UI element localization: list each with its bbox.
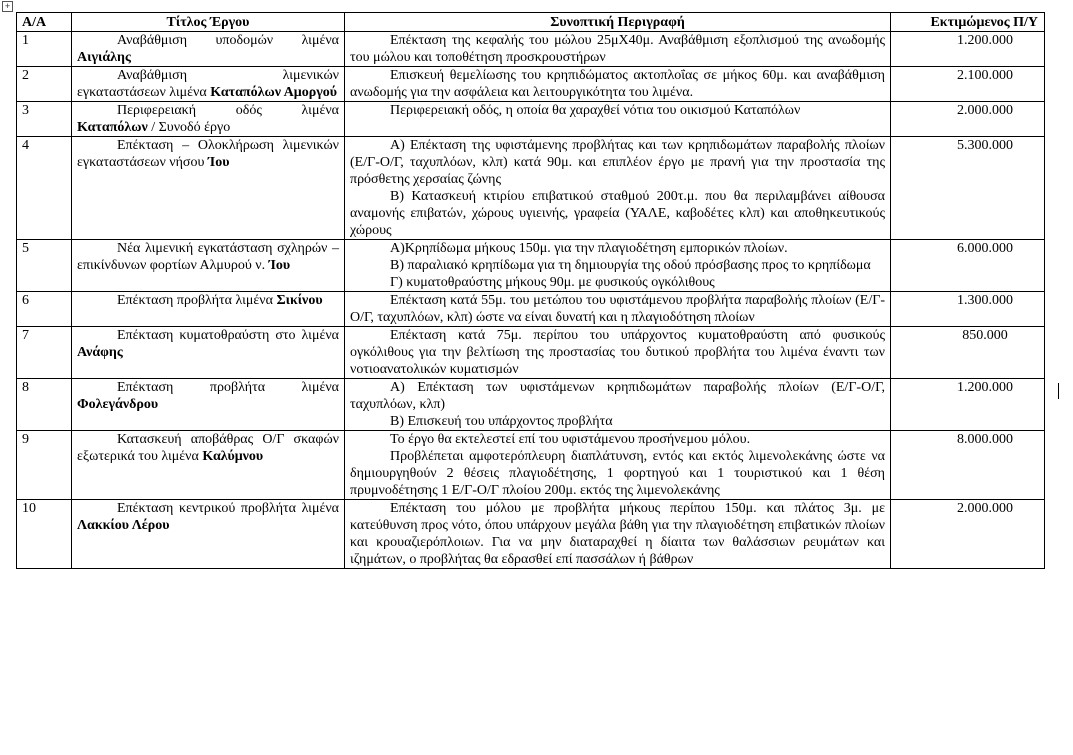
cell-title bbox=[72, 379, 345, 431]
description-paragraph: Β) Επισκευή του υπάρχοντος προβλήτα bbox=[390, 414, 613, 429]
description-paragraph: Επέκταση του μόλου με προβλήτα μήκους περίπου 150μ. και πλάτος 3μ. με κατεύθυνση προς νότο, όπου υπάρχουν μεγάλα βάθη για την πλαγιοδέτηση επιβατικών πλοίων και κρουαζιερόπλοιων. Για να μην διαταραχθεί η δίαιτα των θαλάσσιων ρευμάτων και ιζημάτων, ο προβλήτας θα εδρασθεί επί πασσάλων ή βάθρων bbox=[350, 501, 885, 567]
description-paragraph: Προβλέπεται αμφοτερόπλευρη διαπλάτυνση, εντός και εκτός λιμενολεκάνης ώστε να δημιουργηθούν 2 θέσεις πλαγιοδέτησης, 1 φορτηγού και 1 τουριστικού και 1 θέση πρυμνοδέτησης 1 Ε/Γ-Ο/Γ πλοίου 200μ. εκτός της λιμενολεκάνης bbox=[350, 449, 885, 498]
title-text bbox=[77, 292, 339, 309]
description-paragraph: Περιφερειακή οδός, η οποία θα χαραχθεί νότια του οικισμού Καταπόλων bbox=[390, 103, 801, 118]
description-paragraph: Β) παραλιακό κρηπίδωμα για τη δημιουργία της οδού πρόσβασης προς το κρηπίδωμα bbox=[390, 258, 871, 273]
table-row bbox=[17, 327, 1045, 379]
cell-description bbox=[345, 32, 891, 67]
title-suffix: / Συνοδό έργο bbox=[147, 120, 231, 135]
title-text bbox=[77, 500, 339, 534]
cell-description bbox=[345, 102, 891, 137]
text-cursor bbox=[1058, 383, 1059, 399]
description-paragraph: Επέκταση κατά 75μ. περίπου του υπάρχοντος κυματοθραύστη από φυσικούς ογκόλιθους για την βελτίωση της προστασίας του δυτικού προβλήτα του λιμένα έναντι των νοτιοανατολικών κυματισμών bbox=[350, 328, 885, 377]
table-row bbox=[17, 240, 1045, 292]
title-text bbox=[77, 327, 339, 361]
cell-title bbox=[72, 67, 345, 102]
title-place: Φολεγάνδρου bbox=[77, 397, 159, 412]
cell-aa: 9 bbox=[17, 431, 72, 500]
cell-aa: 2 bbox=[17, 67, 72, 102]
cell-cost: 2.000.000 bbox=[891, 102, 1045, 137]
table-row bbox=[17, 379, 1045, 431]
cell-title bbox=[72, 102, 345, 137]
title-prefix: Νέα λιμενική εγκατάσταση σχληρών – επικίνδυνων φορτίων Αλμυρού ν. bbox=[77, 241, 339, 273]
cell-description bbox=[345, 137, 891, 240]
cell-title bbox=[72, 500, 345, 569]
cell-title bbox=[72, 431, 345, 500]
cell-description bbox=[345, 431, 891, 500]
cell-aa: 10 bbox=[17, 500, 72, 569]
table-row bbox=[17, 32, 1045, 67]
cell-description bbox=[345, 292, 891, 327]
cell-cost: 1.200.000 bbox=[891, 379, 1045, 431]
cell-title bbox=[72, 292, 345, 327]
table-row bbox=[17, 500, 1045, 569]
title-place: Καταπόλων bbox=[77, 120, 148, 135]
title-place: Καταπόλων Αμοργού bbox=[210, 85, 338, 100]
cell-cost: 2.000.000 bbox=[891, 500, 1045, 569]
cell-cost: 1.200.000 bbox=[891, 32, 1045, 67]
description-paragraph: Β) Κατασκευή κτιρίου επιβατικού σταθμού 200τ.μ. που θα περιλαμβάνει αίθουσα αναμονής επιβατών, χώρους υγιεινής, γραφεία (ΥΑΛΕ, καβοδέτες κλπ) και αποθηκευτικούς χώρους bbox=[350, 189, 885, 238]
title-text bbox=[77, 240, 339, 274]
title-text bbox=[77, 137, 339, 171]
cell-title bbox=[72, 327, 345, 379]
title-place: Λακκίου Λέρου bbox=[77, 518, 170, 533]
cell-aa: 8 bbox=[17, 379, 72, 431]
table-row bbox=[17, 102, 1045, 137]
description-paragraph: Επισκευή θεμελίωσης του κρηπιδώματος ακτοπλοΐας σε μήκος 60μ. και αναβάθμιση ανωδομής για την ασφάλεια και λειτουργικότητα του λιμένα. bbox=[350, 68, 885, 100]
description-paragraph: Α)Κρηπίδωμα μήκους 150μ. για την πλαγιοδέτηση εμπορικών πλοίων. bbox=[390, 241, 788, 256]
title-place: Αιγιάλης bbox=[77, 50, 131, 65]
table-row bbox=[17, 292, 1045, 327]
cell-title bbox=[72, 240, 345, 292]
title-text bbox=[77, 431, 339, 465]
title-prefix: Κατασκευή αποβάθρας Ο/Γ σκαφών εξωτερικά του λιμένα bbox=[77, 432, 339, 464]
header-cost: Εκτιμώμενος Π/Υ bbox=[891, 13, 1045, 32]
cell-description bbox=[345, 327, 891, 379]
description-paragraph: Α) Επέκταση της υφιστάμενης προβλήτας και των κρηπιδωμάτων παραβολής πλοίων (Ε/Γ-Ο/Γ, ταχυπλόων, κλπ) κατά 90μ. και επιπλέον έργο με πρανή για την προστασία της πρόσθετης χερσαίας ζώνης bbox=[350, 138, 885, 187]
description-paragraph: Γ) κυματοθραύστης μήκους 90μ. με φυσικούς ογκόλιθους bbox=[390, 275, 715, 290]
description-paragraph: Α) Επέκταση των υφιστάμενων κρηπιδωμάτων παραβολής πλοίων (Ε/Γ-Ο/Γ, ταχυπλόων, κλπ) bbox=[350, 380, 885, 412]
cell-cost: 1.300.000 bbox=[891, 292, 1045, 327]
cell-description bbox=[345, 379, 891, 431]
cell-aa: 1 bbox=[17, 32, 72, 67]
table-row bbox=[17, 431, 1045, 500]
title-prefix: Επέκταση προβλήτα λιμένα bbox=[117, 380, 339, 395]
cell-description bbox=[345, 240, 891, 292]
table-row bbox=[17, 137, 1045, 240]
cell-aa: 4 bbox=[17, 137, 72, 240]
description-paragraph: Το έργο θα εκτελεστεί επί του υφιστάμενου προσήνεμου μόλου. bbox=[390, 432, 751, 447]
title-place: Σικίνου bbox=[276, 293, 323, 308]
header-title: Τίτλος Έργου bbox=[72, 13, 345, 32]
cell-cost: 850.000 bbox=[891, 327, 1045, 379]
title-prefix: Περιφερειακή οδός λιμένα bbox=[117, 103, 339, 118]
title-prefix: Αναβάθμιση λιμενικών εγκαταστάσεων λιμένα bbox=[77, 68, 339, 100]
cell-cost: 5.300.000 bbox=[891, 137, 1045, 240]
table-move-handle-icon[interactable]: + bbox=[2, 1, 13, 12]
title-place: Ίου bbox=[268, 258, 291, 273]
title-text bbox=[77, 67, 339, 101]
cell-cost: 2.100.000 bbox=[891, 67, 1045, 102]
title-place: Ανάφης bbox=[77, 345, 123, 360]
description-paragraph: Επέκταση της κεφαλής του μώλου 25μΧ40μ. Αναβάθμιση εξοπλισμού της ανωδομής του μώλου και τοποθέτηση προσκρουστήρων bbox=[350, 33, 885, 65]
title-prefix: Επέκταση κεντρικού προβλήτα λιμένα bbox=[117, 501, 339, 516]
projects-table bbox=[16, 12, 1045, 569]
cell-aa: 5 bbox=[17, 240, 72, 292]
title-text bbox=[77, 379, 339, 413]
description-paragraph: Επέκταση κατά 55μ. του μετώπου του υφιστάμενου προβλήτα παραβολής πλοίων (Ε/Γ-Ο/Γ, ταχυπλόων, κλπ) ώστε να είναι δυνατή και η πλαγιοδότηση πλοίων bbox=[350, 293, 885, 325]
header-desc: Συνοπτική Περιγραφή bbox=[345, 13, 891, 32]
header-aa: Α/Α bbox=[17, 13, 72, 32]
title-prefix: Επέκταση – Ολοκλήρωση λιμενικών εγκαταστάσεων νήσου bbox=[77, 138, 339, 170]
title-place: Καλύμνου bbox=[202, 449, 264, 464]
cell-description bbox=[345, 500, 891, 569]
table-row bbox=[17, 67, 1045, 102]
cell-title bbox=[72, 32, 345, 67]
cell-aa: 6 bbox=[17, 292, 72, 327]
title-prefix: Επέκταση κυματοθραύστη στο λιμένα bbox=[117, 328, 339, 343]
cell-title bbox=[72, 137, 345, 240]
title-place: Ίου bbox=[207, 155, 230, 170]
title-prefix: Επέκταση προβλήτα λιμένα bbox=[117, 293, 277, 308]
title-text bbox=[77, 102, 339, 136]
title-prefix: Αναβάθμιση υποδομών λιμένα bbox=[117, 33, 339, 48]
cell-cost: 8.000.000 bbox=[891, 431, 1045, 500]
cell-aa: 3 bbox=[17, 102, 72, 137]
cell-cost: 6.000.000 bbox=[891, 240, 1045, 292]
table-header-row bbox=[17, 13, 1045, 32]
cell-description bbox=[345, 67, 891, 102]
cell-aa: 7 bbox=[17, 327, 72, 379]
title-text bbox=[77, 32, 339, 66]
